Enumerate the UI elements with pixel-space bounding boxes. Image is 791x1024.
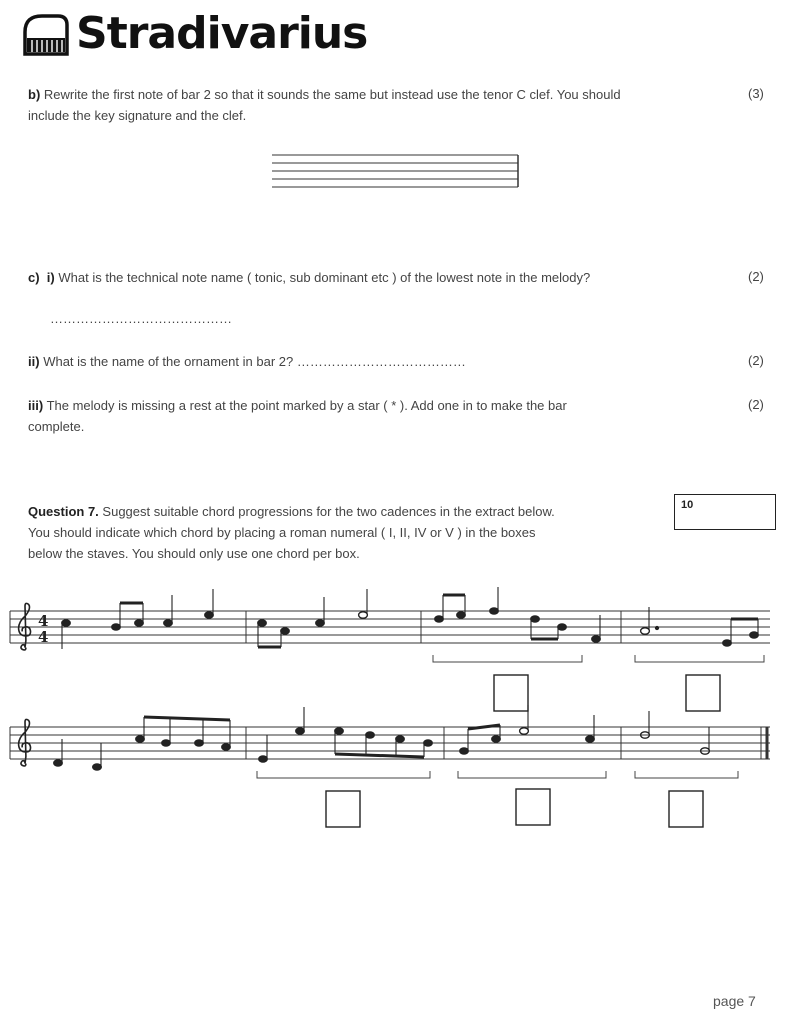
staff-1-notes: [62, 587, 759, 649]
question-6c-i: [28, 267, 728, 288]
marks-box: [674, 494, 776, 530]
time-sig-bottom: 4: [38, 628, 49, 646]
brand-logo: [22, 8, 367, 59]
music-extract: [0, 580, 791, 840]
q6b-line1: Rewrite the first note of bar 2 so that it sounds the same but instead use the tenor C clef. You should: [43, 87, 621, 102]
q6b-marks: (3): [748, 86, 764, 101]
question-6c-ii: [28, 351, 728, 372]
time-sig-top: 4: [38, 612, 49, 630]
q6c-ii-marks: (2): [748, 353, 764, 368]
q6c-iii-marks: (2): [748, 397, 764, 412]
q6c-ii-text: What is the name of the ornament in bar 2? …………………………………: [43, 354, 466, 369]
q7-label: Question 7.: [28, 504, 99, 519]
chord-box-3[interactable]: [326, 791, 360, 827]
staff-2-notes: [54, 705, 710, 770]
q6b-line2: include the key signature and the clef.: [28, 108, 247, 123]
q6c-i-marks: (2): [748, 269, 764, 284]
chord-box-4[interactable]: [516, 789, 550, 825]
chord-box-1[interactable]: [494, 675, 528, 711]
question-6b: [28, 84, 728, 126]
question-6c-iii: [28, 395, 728, 437]
piano-icon: [22, 12, 70, 56]
q6c-i-label: i): [46, 270, 55, 285]
q6c-iii-label: iii): [28, 398, 44, 413]
answer-staff[interactable]: [268, 150, 522, 192]
q6c-iii-line1: The melody is missing a rest at the point marked by a star ( * ). Add one in to make the bar: [46, 398, 567, 413]
marks-box-value: 10: [681, 499, 694, 511]
q6c-label: c): [28, 270, 40, 285]
q7-line3: below the staves. You should only use one chord per box.: [28, 546, 360, 561]
q6b-label: b): [28, 87, 41, 102]
brand-name: Stradivarius: [76, 8, 368, 59]
q6c-i-answer-line[interactable]: ……………………………………: [50, 311, 232, 326]
staff-2: [10, 727, 770, 759]
cadence-brackets-2: [257, 771, 738, 778]
chord-box-5[interactable]: [669, 791, 703, 827]
chord-box-2[interactable]: [686, 675, 720, 711]
q6c-i-text: What is the technical note name ( tonic, sub dominant etc ) of the lowest note in the melody?: [58, 270, 591, 285]
q6c-ii-label: ii): [28, 354, 40, 369]
q7-line1: Suggest suitable chord progressions for the two cadences in the extract below.: [102, 504, 555, 519]
cadence-brackets-1: [433, 655, 764, 662]
q6c-iii-line2: complete.: [28, 419, 85, 434]
q7-line2: You should indicate which chord by placing a roman numeral ( I, II, IV or V ) in the boxes: [28, 525, 536, 540]
page-number: page 7: [713, 993, 756, 1009]
question-7: [28, 501, 668, 564]
